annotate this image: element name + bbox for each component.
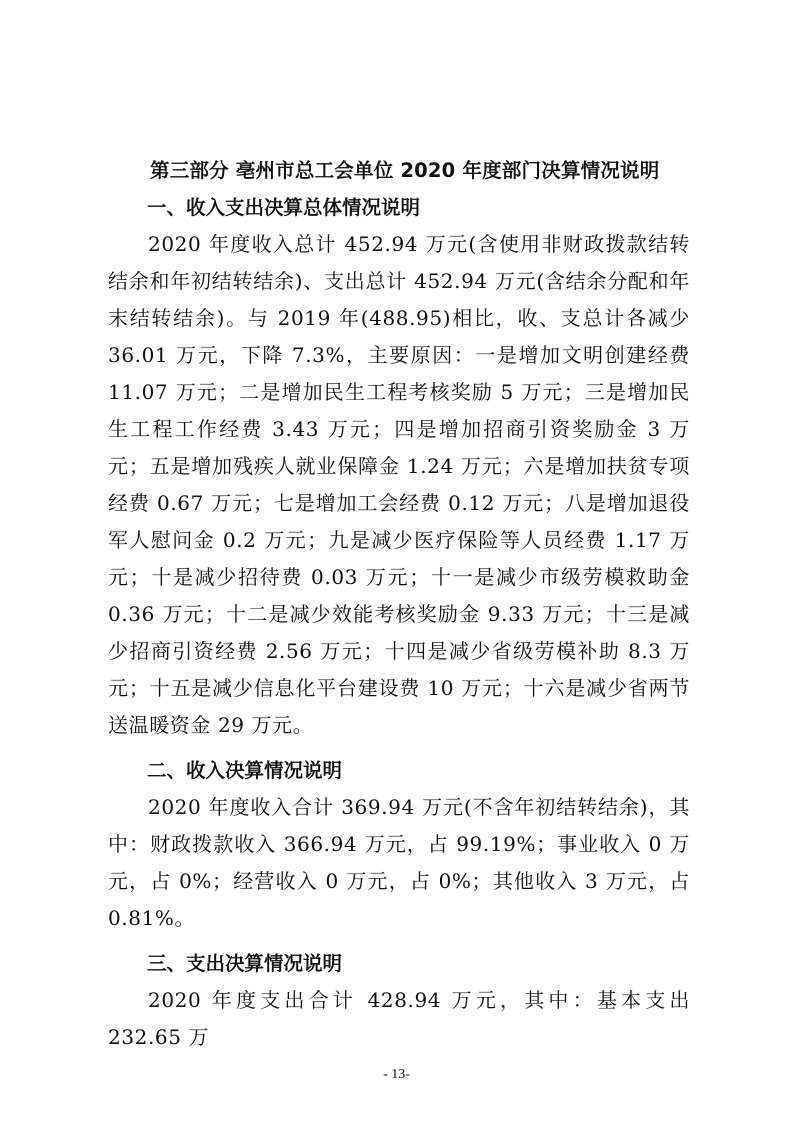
page-number: - 13- — [383, 1067, 410, 1082]
section-heading-income: 二、收入决算情况说明 — [147, 759, 343, 782]
section-paragraph-expenditure: 2020 年度支出合计 428.94 万元，其中：基本支出 232.65 万 — [108, 988, 690, 1049]
section-paragraph-income: 2020 年度收入合计 369.94 万元(不含年初结转结余)，其中：财政拨款收入 366.94 万元，占 99.19%；事业收入 0 万元，占 0%；经营收入 0 万元，占 0%；其他收入 3 万元，占 0.81%。 — [108, 795, 690, 930]
section-paragraph-overall: 2020 年度收入总计 452.94 万元(含使用非财政拨款结转结余和年初结转结余)、支出总计 452.94 万元(含结余分配和年末结转结余)。与 2019 年(488.95)相比，收、支总计各减少 36.01 万元，下降 7.3%，主要原因：一是增加文明创建经费 11.07 万元；二是增加民生工程考核奖励 5 万元；三是增加民生工程工作经费 3.43 万元；四是增加招商引资奖励金 3 万元；五是增加残疾人就业保障金 1.24 万元；六是增加扶贫专项经费 0.67 万元；七是增加工会经费 0.12 万元；八是增加退役军人慰问金 0.2 万元；九是减少医疗保险等人员经费 1.17 万元；十是减少招待费 0.03 万元；十一是减少市级劳模救助金 0.36 万元；十二是减少效能考核奖励金 9.33 万元；十三是减少招商引资经费 2.56 万元；十四是减少省级劳模补助 8.3 万元；十五是减少信息化平台建设费 10 万元；十六是减少省两节送温暖资金 29 万元。 — [108, 232, 690, 737]
document-title: 第三部分 亳州市总工会单位 2020 年度部门决算情况说明 — [150, 159, 660, 182]
section-heading-overall: 一、收入支出决算总体情况说明 — [147, 196, 421, 219]
section-heading-expenditure: 三、支出决算情况说明 — [147, 952, 343, 975]
document-body — [108, 152, 690, 1056]
